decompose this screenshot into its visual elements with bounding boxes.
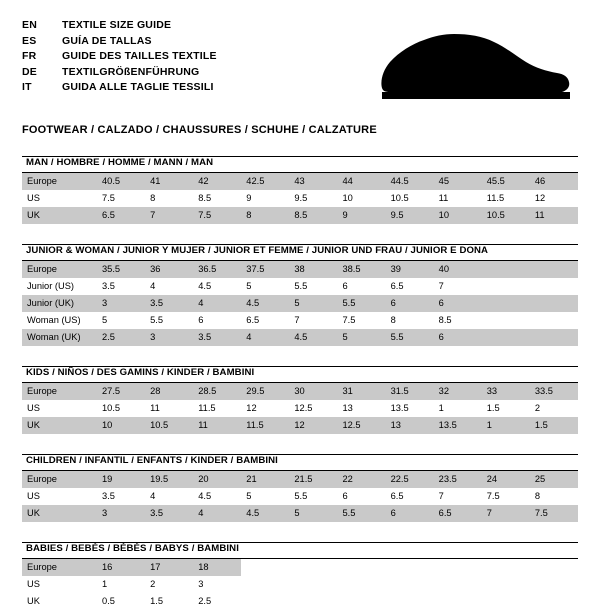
cell: 12 <box>241 400 289 417</box>
cell: 10.5 <box>145 417 193 434</box>
cell: 31 <box>337 383 385 400</box>
cell: 2 <box>530 400 578 417</box>
cell: 8 <box>145 190 193 207</box>
cell: 6 <box>386 295 434 312</box>
cell <box>530 278 578 295</box>
table-row <box>22 383 578 400</box>
language-row <box>22 18 217 33</box>
language-code: FR <box>22 50 37 62</box>
cell: 33.5 <box>530 383 578 400</box>
row-label: UK <box>22 207 97 224</box>
cell: 7 <box>434 278 482 295</box>
size-table-man <box>22 173 578 224</box>
cell: 4.5 <box>289 329 337 346</box>
header <box>22 18 578 110</box>
size-table-junior-woman <box>22 261 578 346</box>
cell: 36.5 <box>193 261 241 278</box>
cell: 5.5 <box>145 312 193 329</box>
row-label: UK <box>22 593 97 610</box>
cell: 1 <box>434 400 482 417</box>
page-title: FOOTWEAR / CALZADO / CHAUSSURES / SCHUHE / CALZATURE <box>22 124 377 136</box>
language-code: EN <box>22 19 37 31</box>
row-label: Junior (US) <box>22 278 97 295</box>
row-label: Europe <box>22 471 97 488</box>
cell: 41 <box>145 173 193 190</box>
row-label: US <box>22 400 97 417</box>
language-title: TEXTILGRÖßENFÜHRUNG <box>62 65 200 78</box>
cell: 31.5 <box>386 383 434 400</box>
cell: 4.5 <box>193 488 241 505</box>
section-title: JUNIOR & WOMAN / JUNIOR Y MUJER / JUNIOR ET FEMME / JUNIOR UND FRAU / JUNIOR E DONA <box>26 245 489 256</box>
table-row <box>22 400 578 417</box>
cell: 1 <box>482 417 530 434</box>
cell <box>530 329 578 346</box>
cell: 44.5 <box>386 173 434 190</box>
cell: 28 <box>145 383 193 400</box>
cell: 2.5 <box>193 593 241 610</box>
size-table-kids <box>22 383 578 434</box>
section-title: KIDS / NIÑOS / DES GAMINS / KINDER / BAMBINI <box>26 367 255 378</box>
section-title: BABIES / BEBÉS / BÉBÉS / BABYS / BAMBINI <box>26 543 239 554</box>
cell: 6.5 <box>386 488 434 505</box>
language-row <box>22 80 217 95</box>
cell: 12.5 <box>337 417 385 434</box>
cell <box>482 295 530 312</box>
cell: 13 <box>386 417 434 434</box>
table-row <box>22 559 578 576</box>
cell: 2.5 <box>97 329 145 346</box>
row-label: US <box>22 576 97 593</box>
language-title: GUIDA ALLE TAGLIE TESSILI <box>62 81 214 93</box>
cell: 13.5 <box>434 417 482 434</box>
language-title: TEXTILE SIZE GUIDE <box>62 19 172 31</box>
cell: 19 <box>97 471 145 488</box>
cell: 4 <box>145 278 193 295</box>
cell: 8.5 <box>193 190 241 207</box>
cell: 7.5 <box>193 207 241 224</box>
cell: 5 <box>97 312 145 329</box>
table-row <box>22 505 578 522</box>
cell: 2 <box>145 576 193 593</box>
cell: 7 <box>145 207 193 224</box>
cell: 7.5 <box>337 312 385 329</box>
cell: 6 <box>337 278 385 295</box>
cell: 9 <box>241 190 289 207</box>
table-row <box>22 312 578 329</box>
row-label: Woman (US) <box>22 312 97 329</box>
cell: 37.5 <box>241 261 289 278</box>
language-row <box>22 34 217 49</box>
cell: 5.5 <box>337 295 385 312</box>
cell: 22 <box>337 471 385 488</box>
cell: 38.5 <box>337 261 385 278</box>
table-row <box>22 329 578 346</box>
section-children <box>22 454 578 522</box>
cell: 36 <box>145 261 193 278</box>
table-row <box>22 261 578 278</box>
cell: 10 <box>97 417 145 434</box>
table-row <box>22 488 578 505</box>
row-label: Europe <box>22 173 97 190</box>
cell: 4.5 <box>193 278 241 295</box>
cell: 22.5 <box>386 471 434 488</box>
section-junior-woman <box>22 244 578 346</box>
cell: 42 <box>193 173 241 190</box>
cell: 42.5 <box>241 173 289 190</box>
cell: 5.5 <box>289 488 337 505</box>
cell: 46 <box>530 173 578 190</box>
cell: 21.5 <box>289 471 337 488</box>
cell: 43 <box>289 173 337 190</box>
table-row <box>22 190 578 207</box>
cell: 27.5 <box>97 383 145 400</box>
table-row <box>22 295 578 312</box>
cell <box>482 261 530 278</box>
cell: 6.5 <box>97 207 145 224</box>
cell: 1.5 <box>530 417 578 434</box>
cell: 1 <box>97 576 145 593</box>
cell: 7.5 <box>482 488 530 505</box>
cell: 4 <box>145 488 193 505</box>
cell: 12 <box>289 417 337 434</box>
cell: 11.5 <box>482 190 530 207</box>
cell: 16 <box>97 559 145 576</box>
cell: 8 <box>241 207 289 224</box>
row-label: UK <box>22 417 97 434</box>
section-title: CHILDREN / INFANTIL / ENFANTS / KINDER / BAMBINI <box>26 455 278 466</box>
row-label: Europe <box>22 559 97 576</box>
table-row <box>22 593 578 610</box>
cell <box>530 312 578 329</box>
cell: 7 <box>434 488 482 505</box>
cell: 1.5 <box>482 400 530 417</box>
cell: 0.5 <box>97 593 145 610</box>
table-row <box>22 471 578 488</box>
cell: 8.5 <box>434 312 482 329</box>
cell: 4 <box>241 329 289 346</box>
language-code: ES <box>22 34 37 47</box>
cell: 6 <box>434 295 482 312</box>
cell: 3.5 <box>145 505 193 522</box>
cell: 11 <box>530 207 578 224</box>
cell: 12 <box>530 190 578 207</box>
size-table-babies <box>22 559 578 610</box>
cell: 8 <box>530 488 578 505</box>
row-label: UK <box>22 505 97 522</box>
cell: 8.5 <box>289 207 337 224</box>
cell: 5 <box>241 488 289 505</box>
cell: 3 <box>145 329 193 346</box>
cell: 20 <box>193 471 241 488</box>
language-code: IT <box>22 81 32 93</box>
cell: 6 <box>434 329 482 346</box>
cell: 3.5 <box>97 488 145 505</box>
cell: 40.5 <box>97 173 145 190</box>
cell: 6.5 <box>386 278 434 295</box>
table-row <box>22 173 578 190</box>
cell: 30 <box>289 383 337 400</box>
cell: 6 <box>193 312 241 329</box>
row-label: US <box>22 190 97 207</box>
row-label: Europe <box>22 261 97 278</box>
cell: 11 <box>434 190 482 207</box>
cell: 4.5 <box>241 505 289 522</box>
cell: 9.5 <box>386 207 434 224</box>
cell: 6 <box>337 488 385 505</box>
cell: 7 <box>482 505 530 522</box>
cell: 28.5 <box>193 383 241 400</box>
cell: 39 <box>386 261 434 278</box>
row-label: US <box>22 488 97 505</box>
cell: 40 <box>434 261 482 278</box>
cell: 9.5 <box>289 190 337 207</box>
cell: 10.5 <box>386 190 434 207</box>
language-list <box>22 18 217 95</box>
table-row <box>22 417 578 434</box>
cell: 25 <box>530 471 578 488</box>
cell: 6 <box>386 505 434 522</box>
cell: 6.5 <box>241 312 289 329</box>
cell: 7.5 <box>530 505 578 522</box>
cell: 19.5 <box>145 471 193 488</box>
cell: 5 <box>337 329 385 346</box>
cell: 3.5 <box>145 295 193 312</box>
cell: 44 <box>337 173 385 190</box>
cell: 23.5 <box>434 471 482 488</box>
cell: 11.5 <box>241 417 289 434</box>
cell: 10 <box>434 207 482 224</box>
cell: 12.5 <box>289 400 337 417</box>
cell <box>482 329 530 346</box>
cell: 33 <box>482 383 530 400</box>
cell: 35.5 <box>97 261 145 278</box>
cell: 5.5 <box>289 278 337 295</box>
cell: 3.5 <box>97 278 145 295</box>
cell: 17 <box>145 559 193 576</box>
table-row <box>22 278 578 295</box>
cell: 11 <box>145 400 193 417</box>
cell: 45.5 <box>482 173 530 190</box>
cell: 11.5 <box>193 400 241 417</box>
cell: 4 <box>193 295 241 312</box>
section-title: MAN / HOMBRE / HOMME / MANN / MAN <box>26 157 214 168</box>
table-row <box>22 207 578 224</box>
cell: 13 <box>337 400 385 417</box>
cell: 24 <box>482 471 530 488</box>
cell <box>482 312 530 329</box>
cell: 10 <box>337 190 385 207</box>
size-table-children <box>22 471 578 522</box>
cell: 7 <box>289 312 337 329</box>
cell <box>530 295 578 312</box>
cell: 8 <box>386 312 434 329</box>
cell: 4 <box>193 505 241 522</box>
row-label: Junior (UK) <box>22 295 97 312</box>
cell: 9 <box>337 207 385 224</box>
cell: 3 <box>193 576 241 593</box>
cell: 45 <box>434 173 482 190</box>
language-title: GUÍA DE TALLAS <box>62 34 152 47</box>
cell: 5 <box>289 295 337 312</box>
cell: 11 <box>193 417 241 434</box>
row-label: Woman (UK) <box>22 329 97 346</box>
cell <box>530 261 578 278</box>
cell: 3 <box>97 295 145 312</box>
cell: 5 <box>241 278 289 295</box>
language-row <box>22 49 217 64</box>
cell: 3.5 <box>193 329 241 346</box>
cell: 4.5 <box>241 295 289 312</box>
cell: 3 <box>97 505 145 522</box>
cell: 38 <box>289 261 337 278</box>
cell: 29.5 <box>241 383 289 400</box>
language-row <box>22 65 217 80</box>
cell: 21 <box>241 471 289 488</box>
cell: 13.5 <box>386 400 434 417</box>
row-label: Europe <box>22 383 97 400</box>
section-man <box>22 156 578 224</box>
cell: 5.5 <box>337 505 385 522</box>
cell: 6.5 <box>434 505 482 522</box>
table-row <box>22 576 578 593</box>
cell: 1.5 <box>145 593 193 610</box>
cell <box>482 278 530 295</box>
cell: 10.5 <box>482 207 530 224</box>
cell: 10.5 <box>97 400 145 417</box>
section-kids <box>22 366 578 434</box>
cell: 5.5 <box>386 329 434 346</box>
cell: 5 <box>289 505 337 522</box>
cell: 18 <box>193 559 241 576</box>
cell: 7.5 <box>97 190 145 207</box>
language-code: DE <box>22 65 37 78</box>
dress-shoe-icon <box>374 26 574 110</box>
language-title: GUIDE DES TAILLES TEXTILE <box>62 50 217 62</box>
cell: 32 <box>434 383 482 400</box>
